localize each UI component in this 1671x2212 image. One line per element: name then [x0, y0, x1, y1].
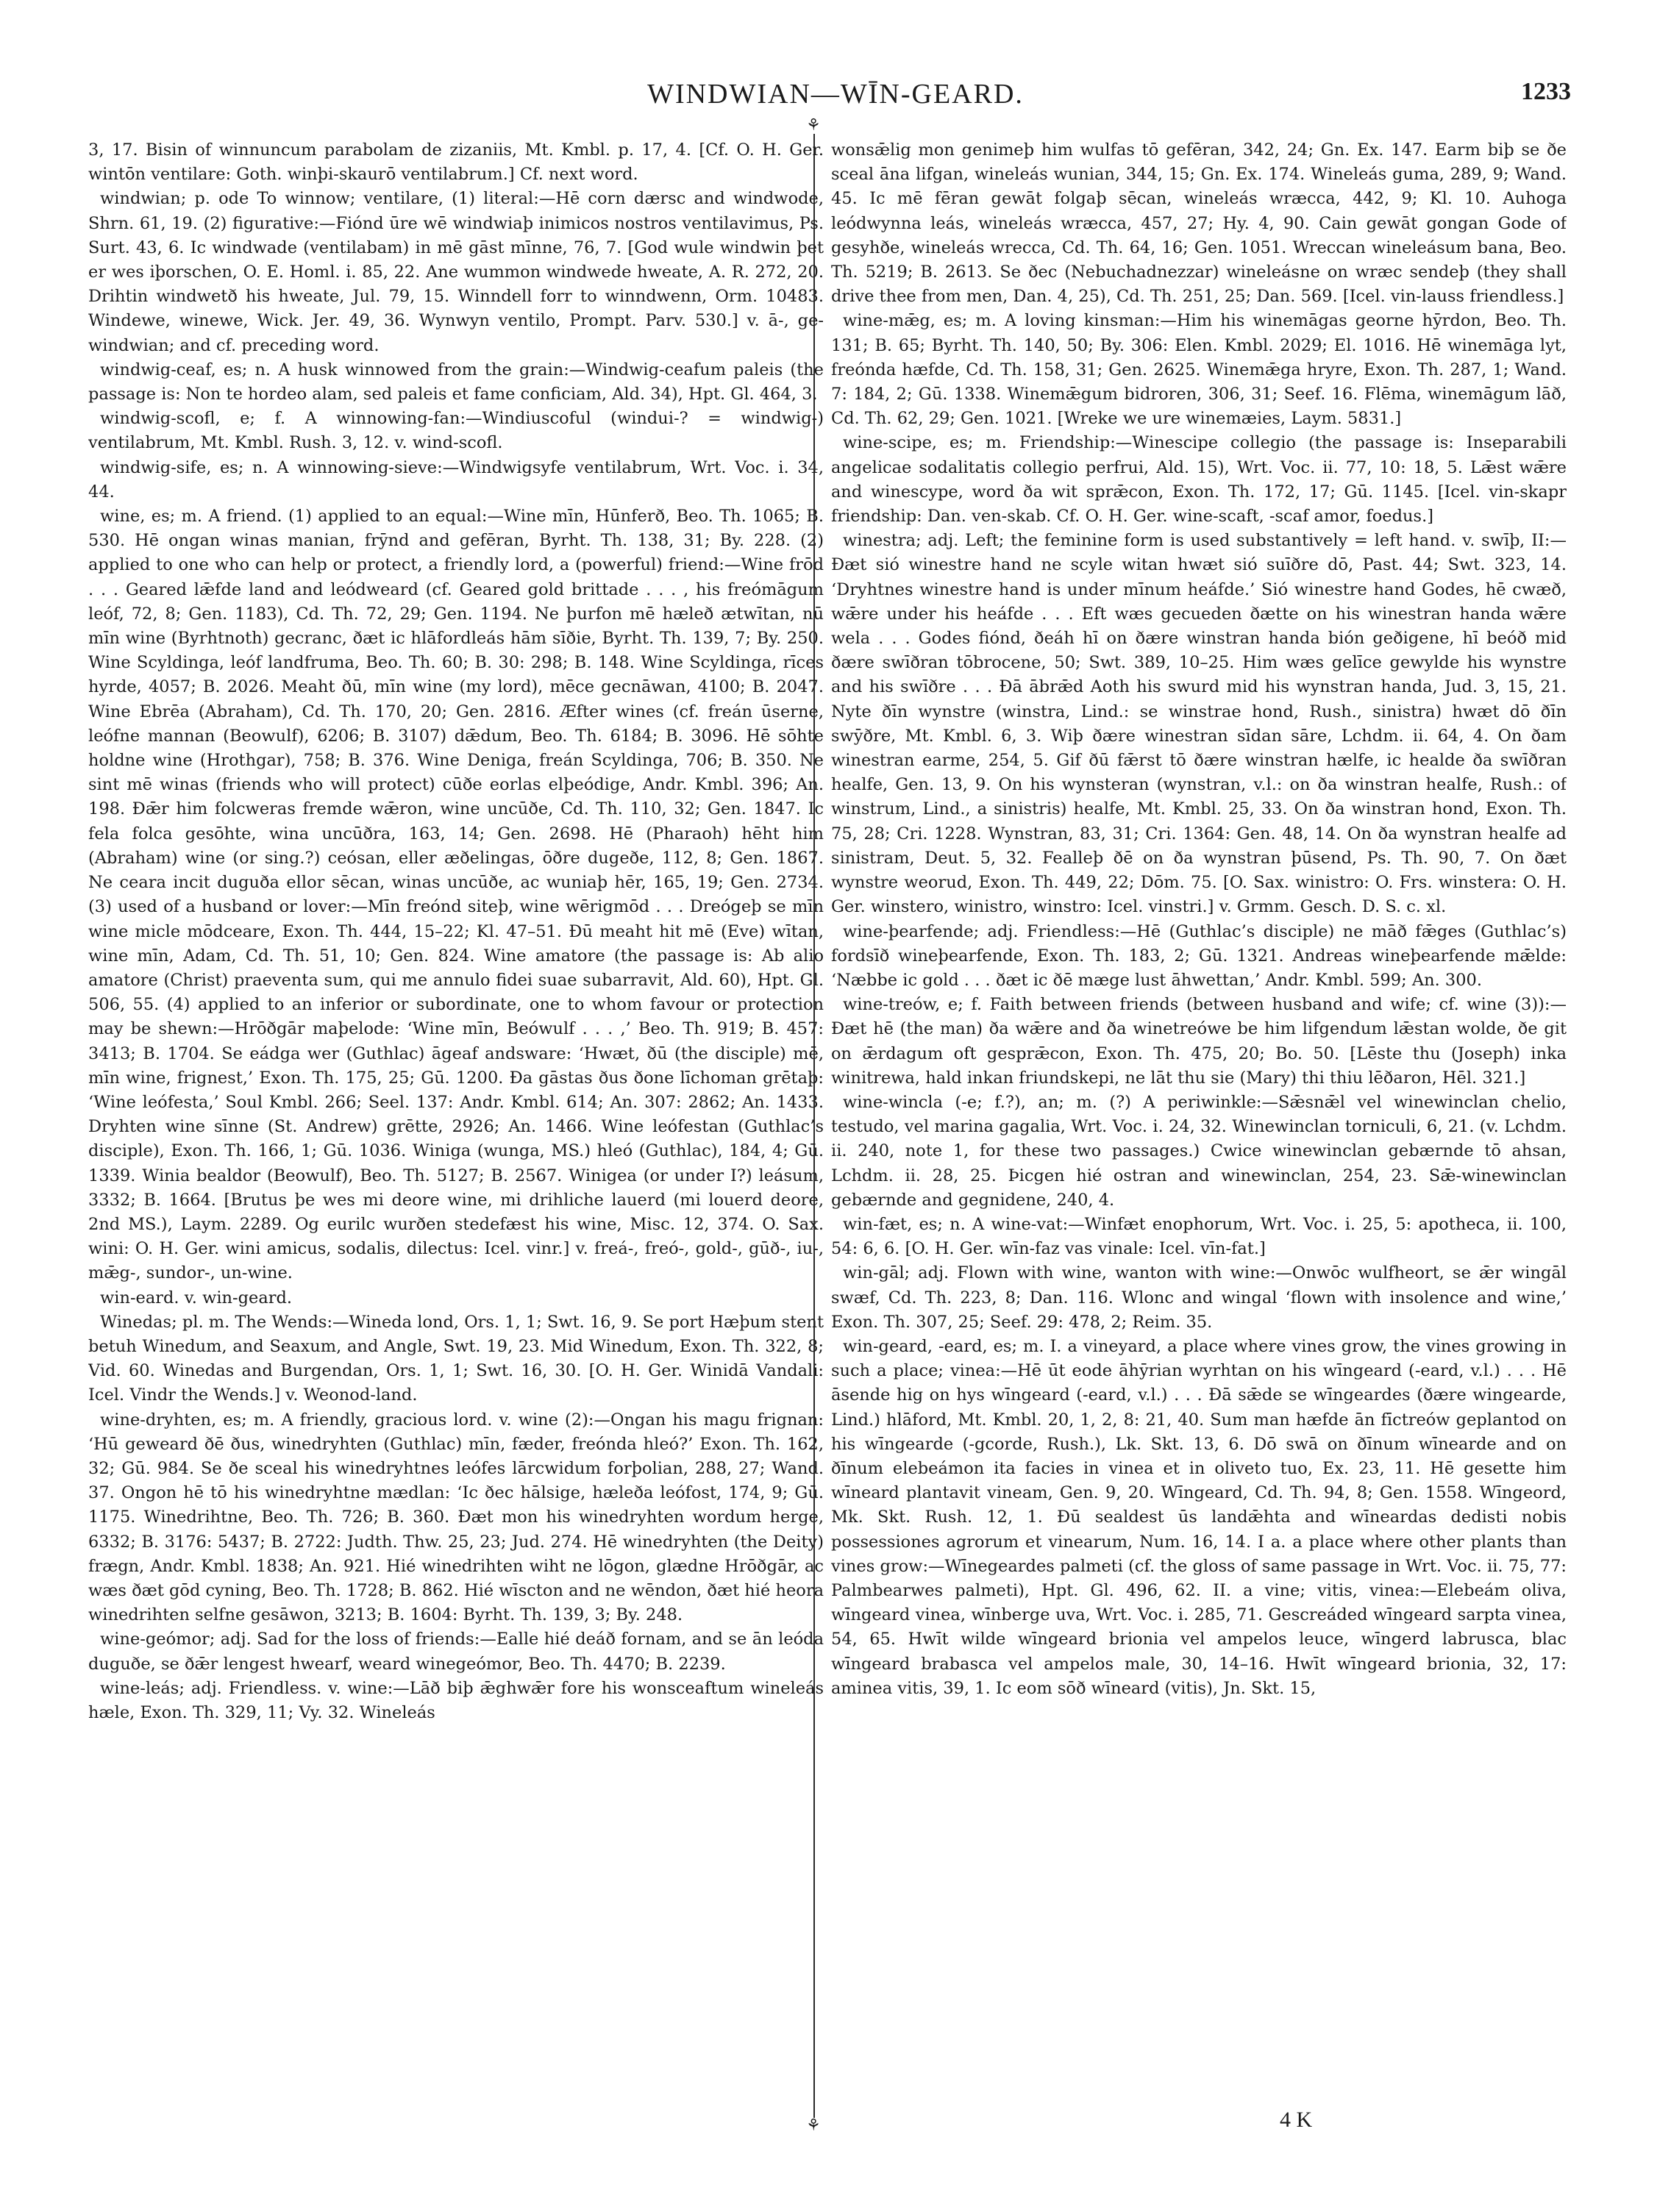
divider-ornament-bottom-icon: ⚘ [806, 2116, 821, 2135]
divider-ornament-top-icon: ⚘ [806, 116, 821, 135]
right-column [831, 138, 1567, 2094]
entry-wine-wincla: wine-wincla (-e; f.?), an; m. (?) A periwinkle:—Sǣsnǣl vel winewinclan chelio, testudo, vel marina gagalia, Wrt. Voc. i. 24, 32. Winewinclan torniculi, 6, 21. (v. Lchdm. ii. 240, note 1, for these two passages.) Cwice winewinclan gebærnde tō ahsan, Lchdm. ii. 28, 25. Þicgen hié ostran and winewinclan, 254, 23. Sǣ-winewinclan gebærnde and gegnidene, 240, 4. [831, 1092, 1567, 1210]
entry-wine-scipe: wine-scipe, es; m. Friendship:—Winescipe collegio (the passage is: Inseparabili angelicae sodalitatis collegio perfrui, Ald. 15), Wrt. Voc. ii. 77, 10: 18, 5. Lǣst wǣre and winescype, word ða wit sprǣcon, Exon. Th. 172, 17; Gū. 1145. [Icel. vin-skapr friendship: Dan. ven-skab. Cf. O. H. Ger. wine-scaft, -scaf amor, foedus.] [831, 433, 1567, 527]
entry-wine-thearfende: wine-þearfende; adj. Friendless:—Hē (Guthlac’s disciple) ne māð fǣges (Guthlac’s) fordsīð wineþearfende, Exon. Th. 183, 2; Gū. 1321. Andreas wineþearfende mǣlde: ‘Næbbe ic gold . . . ðæt ic ðē mæge lust āhwettan,’ Andr. Kmbl. 599; An. 300. [831, 921, 1567, 990]
entry-windwig-ceaf: windwig-ceaf, es; n. A husk winnowed from the grain:—Windwig-ceafum paleis (the passage is: Non te hordeo alam, sed paleis et fame conficiam, Ald. 34), Hpt. Gl. 464, 3. [88, 360, 824, 404]
left-column [88, 138, 824, 2094]
entry-win-faet: win-fæt, es; n. A wine-vat:—Winfæt enophorum, Wrt. Voc. i. 25, 5: apotheca, ii. 100, 54: 6, 6. [O. H. Ger. wīn-faz vas vinale: Icel. vīn-fat.] [831, 1214, 1567, 1259]
entry-wine: wine, es; m. A friend. (1) applied to an equal:—Wine mīn, Hūnferð, Beo. Th. 1065; B. 530. Hē ongan winas manian, frȳnd and gefēran, Byrht. Th. 138, 31; By. 228. (2) applied to one who can help or protect, a friendly lord, a (powerful) friend:—Wine frōd . . . Geared lǣfde land and leódweard (cf. Geared gold brittade . . . , his freómāgum leóf, 72, 8; Gen. 1183), Cd. Th. 72, 29; Gen. 1194. Ne þurfon mē hæleð ætwītan, nū mīn wine (Byrhtnoth) gecranc, ðæt ic hlāfordleás hām sīðie, Byrht. Th. 139, 7; By. 250. Wine Scyldinga, leóf landfruma, Beo. Th. 60; B. 30: 298; B. 148. Wine Scyldinga, rīces hyrde, 4057; B. 2026. Meaht ðū, mīn wine (my lord), mēce gecnāwan, 4100; B. 2047. Wine Ebrēa (Abraham), Cd. Th. 170, 20; Gen. 2816. Æfter wines (cf. freán ūserne, leófne mannan (Beowulf), 6206; B. 3107) dǣdum, Beo. Th. 6184; B. 3096. Hē sōhte holdne wine (Hrothgar), 758; B. 376. Wine Deniga, freán Scyldinga, 706; B. 350. Ne sint mē winas (friends who will protect) cūðe eorlas elþeódige, Andr. Kmbl. 396; An. 198. Ðǣr him folcweras fremde wǣron, wine uncūðe, Cd. Th. 110, 32; Gen. 1847. Ic fela folca gesōhte, wina uncūðra, 163, 14; Gen. 2698. Hē (Pharaoh) hēht him (Abraham) wine (or sing.?) ceósan, eller æðelingas, ōðre dugeðe, 112, 8; Gen. 1867. Ne ceara incit duguða ellor sēcan, winas uncūðe, ac wuniaþ hēr, 165, 19; Gen. 2734. (3) used of a husband or lover:—Mīn freónd siteþ, wine wērigmōd . . . Dreógeþ se mīn wine micle mōdceare, Exon. Th. 444, 15–22; Kl. 47–51. Ðū meaht hit mē (Eve) wītan, wine mīn, Adam, Cd. Th. 51, 10; Gen. 824. Wine amatore (the passage is: Ab alio amatore (Christ) praeventa sum, qui me annulo fidei suae subarravit, Ald. 60), Hpt. Gl. 506, 55. (4) applied to an inferior or subordinate, one to whom favour or protection may be shewn:—Hrōðgār maþelode: ‘Wine mīn, Beówulf . . . ,’ Beo. Th. 919; B. 457: 3413; B. 1704. Se eádga wer (Guthlac) āgeaf andsware: ‘Hwæt, ðū (the disciple) mē, mīn wine, frignest,’ Exon. Th. 175, 25; Gū. 1200. Ða gāstas ðus ðone līchoman grētaþ: ‘Wine leófesta,’ Soul Kmbl. 266; Seel. 137: Andr. Kmbl. 614; An. 307: 2862; An. 1433. Dryhten wine sīnne (St. Andrew) grētte, 2926; An. 1466. Wine leófestan (Guthlac’s disciple), Exon. Th. 166, 1; Gū. 1036. Winiga (wunga, MS.) hleó (Guthlac), 184, 4; Gū. 1339. Winia bealdor (Beowulf), Beo. Th. 5127; B. 2567. Winigea (or under I?) leásum, 3332; B. 1664. [Brutus þe wes mi deore wine, mi drihliche lauerd (mi louerd deore, 2nd MS.), Laym. 2289. Og eurilc wurðen stedefæst his wine, Misc. 12, 374. O. Sax. wini: O. H. Ger. wini amicus, sodalis, dilectus: Icel. vinr.] v. freá-, freó-, gold-, gūð-, iu-, mǣg-, sundor-, un-wine. [88, 507, 824, 1283]
entry-continuation: wonsǣlig mon genimeþ him wulfas tō gefēran, 342, 24; Gn. Ex. 147. Earm biþ se ðe sceal āna lifgan, wineleás wunian, 344, 15; Gn. Ex. 174. Wineleás guma, 289, 9; Wand. 45. Ic mē fēran gewāt folgaþ sēcan, wineleás wræcca, 442, 9; Kl. 10. Auhoga leódwynna leás, wineleás wræcca, 457, 27; Hy. 4, 90. Cain gewāt gongan Gode of gesyhðe, wineleás wrecca, Cd. Th. 64, 16; Gen. 1051. Wreccan wineleásum bana, Beo. Th. 5219; B. 2613. Se ðec (Nebuchadnezzar) wineleásne on wræc sendeþ (they shall drive thee from men, Dan. 4, 25), Cd. Th. 251, 25; Dan. 569. [Icel. vin-lauss friendless.] [831, 140, 1567, 307]
entry-windwian: windwian; p. ode To winnow; ventilare, (1) literal:—Hē corn dærsc and windwode, Shrn. 61, 19. (2) figurative:—Fiónd ūre wē windwiaþ inimicos nostros ventilavimus, Ps. Surt. 43, 6. Ic windwade (ventilabam) in mē gāst mīnne, 76, 7. [God wule windwin þet er wes iþorschen, O. E. Homl. i. 85, 22. Ane wummon windwede hweate, A. R. 272, 20. Drihtin windwetð his hweate, Jul. 79, 15. Winndell forr to winndwenn, Orm. 10483. Windewe, winewe, Wick. Jer. 49, 36. Wynwyn ventilo, Prompt. Parv. 530.] v. ā-, ge-windwian; and cf. preceding word. [88, 189, 824, 355]
signature-mark: 4 K [1280, 2108, 1313, 2132]
entry-wine-geomor: wine-geómor; adj. Sad for the loss of friends:—Ealle hié deáð fornam, and se ān leóda duguðe, se ðǣr lengest hwearf, weard winegeómor, Beo. Th. 4470; B. 2239. [88, 1630, 824, 1674]
entry-wine-treow: wine-treów, e; f. Faith between friends (between husband and wife; cf. wine (3)):—Ðæt hē (the man) ða wǣre and ða winetreówe be him lifgendum lǣstan wolde, ðe git on ǣrdagum oft gesprǣcon, Exon. Th. 475, 20; Bo. 50. [Lēste thu (Joseph) inka winitrewa, hald inkan friundskepi, ne lāt thu sie (Mary) thi thiu lēðaron, Hēl. 321.] [831, 995, 1567, 1088]
entry-win-geard: win-geard, -eard, es; m. I. a vineyard, a place where vines grow, the vines growing in such a place; vinea:—Hē ūt eode āhȳrian wyrhtan on his wīngeard (-eard, v.l.) . . . Hē āsende hig on hys wīngeard (-eard, v.l.) . . . Ðā sǣde se wīngeardes (ðære wingearde, Lind.) hlāford, Mt. Kmbl. 20, 1, 2, 8: 21, 40. Sum man hæfde ān fīctreów geplantod on his wīngearde (-gcorde, Rush.), Lk. Skt. 13, 6. Dō swā on ðīnum wīnearde and on ðīnum elebeámon ita facies in vinea et in oliveto tuo, Ex. 23, 11. Hē gesette him wīneard plantavit vineam, Gen. 9, 20. Wīngeard, Cd. Th. 94, 8; Gen. 1558. Wīngeord, Mk. Skt. Rush. 12, 1. Ðū sealdest ūs landǣhta and wīneardas dedisti nobis possessiones agrorum et vinearum, Num. 16, 14. I a. a place where other plants than vines grow:—Wīnegeardes palmeti (cf. the gloss of same passage in Wrt. Voc. ii. 75, 77: Palmbearwes palmeti), Hpt. Gl. 496, 62. II. a vine; vitis, vinea:—Elebeám oliva, wīngeard vinea, wīnberge uva, Wrt. Voc. i. 285, 71. Gescreáded wīngeard sarpta vinea, 54, 65. Hwīt wilde wīngeard brionia vel ampelos leuce, wīngerd labrusca, blac wīngeard brabasca vel ampelos male, 30, 14–16. Hwīt wīngeard brionia, 32, 17: aminea vitis, 39, 1. Ic eom sōð wīneard (vitis), Jn. Skt. 15, [831, 1336, 1567, 1698]
page-header [0, 74, 1671, 118]
entry-continuation: 3, 17. Bisin of winnuncum parabolam de zizaniis, Mt. Kmbl. p. 17, 4. [Cf. O. H. Ger. wintōn ventilare: Goth. winþi-skaurō ventilabrum.] Cf. next word. [88, 140, 824, 185]
running-head: WINDWIAN—WĪN-GEARD. [647, 79, 1024, 110]
entry-winestra: winestra; adj. Left; the feminine form is used substantively = left hand. v. swīþ, II:—Ðæt sió winestre hand ne scyle witan hwæt sió suīðre dō, Past. 44; Swt. 323, 14. ‘Dryhtnes winestre hand is under mīnum heáfde.’ Sió winestre hand Godes, hē cwæð, wǣre under his heáfde . . . Eft wæs gecueden ðætte on his winestran handa wǣre wela . . . Godes fiónd, ðeáh hī on ðære winstran handa bión geðigene, hī beóð mid ðære swīðran tōbrocene, 50; Swt. 389, 10–25. Him wæs gelīce gewylde his wynstre and his swīðre . . . Ðā ābrǣd Aoth his swurd mid his wynstran handa, Jud. 3, 15, 21. Nyte ðīn wynstre (winstra, Lind.: se winstrae hond, Rush., sinistra) hwæt dō ðīn swȳðre, Mt. Kmbl. 6, 3. Wiþ ðære winestran sīdan sāre, Lchdm. ii. 64, 4. On ðam winestran earme, 254, 5. Gif ðū fǣrst tō ðære winstran hælfe, ic healde ða swīðran healfe, Gen. 13, 9. On his wynsteran (wynstran, v.l.: on ða winstran healfe, Rush.: of winstrum, Lind., a sinistris) healfe, Mt. Kmbl. 25, 33. On ða winstran hond, Exon. Th. 75, 28; Cri. 1228. Wynstran, 83, 31; Cri. 1364: Gen. 48, 14. On ða wynstran healfe ad sinistram, Deut. 5, 32. Fealleþ ðē on ða wynstran þūsend, Ps. Th. 90, 7. On ðæt wynstre weorud, Exon. Th. 449, 22; Dōm. 75. [O. Sax. winistro: O. Frs. winstera: O. H. Ger. winstero, winistro, winstro: Icel. vinstri.] v. Grmm. Gesch. D. S. c. xl. [831, 531, 1567, 917]
entry-win-eard: win-eard. v. win-geard. [100, 1288, 293, 1307]
entry-winedas: Winedas; pl. m. The Wends:—Wineda lond, Ors. 1, 1; Swt. 16, 9. Se port Hæþum stent betuh Winedum, and Seaxum, and Angle, Swt. 19, 23. Mid Winedum, Exon. Th. 322, 8; Vid. 60. Winedas and Burgendan, Ors. 1, 1; Swt. 16, 30. [O. H. Ger. Winidā Vandali: Icel. Vindr the Wends.] v. Weonod-land. [88, 1312, 824, 1405]
entry-wine-leas: wine-leás; adj. Friendless. v. wine:—Lāð biþ ǣghwǣr fore his wonsceaftum wineleás hæle, Exon. Th. 329, 11; Vy. 32. Wineleás [88, 1678, 824, 1722]
entry-windwig-sife: windwig-sife, es; n. A winnowing-sieve:—Windwigsyfe ventilabrum, Wrt. Voc. i. 34, 44. [88, 457, 824, 502]
entry-windwig-scofl: windwig-scofl, e; f. A winnowing-fan:—Windiuscoful (windui-? = windwig-) ventilabrum, Mt. Kmbl. Rush. 3, 12. v. wind-scofl. [88, 409, 824, 453]
entry-win-gal: win-gāl; adj. Flown with wine, wanton with wine:—Onwōc wulfheort, se ǣr wingāl swæf, Cd. Th. 223, 8; Dan. 116. Wlonc and wingal ‘flown with insolence and wine,’ Exon. Th. 307, 25; Seef. 29: 478, 2; Reim. 35. [831, 1263, 1567, 1332]
page-number: 1233 [1521, 78, 1571, 105]
entry-wine-dryhten: wine-dryhten, es; m. A friendly, gracious lord. v. wine (2):—Ongan his magu frignan: ‘Hū geweard ðē ðus, winedryhten (Guthlac) mīn, fæder, freónda hleó?’ Exon. Th. 162, 32; Gū. 984. Se ðe sceal his winedryhtnes leófes lārcwidum forþolian, 288, 27; Wand. 37. Ongon hē tō his winedryhtne mædlan: ‘Ic ðec hālsige, hæleða leófost, 174, 9; Gū. 1175. Winedrihtne, Beo. Th. 726; B. 360. Ðæt mon his winedryhten wordum herge, 6332; B. 3176: 5437; B. 2722: Judth. Thw. 25, 23; Jud. 274. Hē winedryhten (the Deity) frægn, Andr. Kmbl. 1838; An. 921. Hié winedrihten wiht ne lōgon, glædne Hrōðgār, ac wæs ðæt gōd cyning, Beo. Th. 1728; B. 862. Hié wīscton and ne wēndon, ðæt hié heora winedrihten selfne gesāwon, 3213; B. 1604: Byrht. Th. 139, 3; By. 248. [88, 1410, 824, 1625]
entry-wine-maeg: wine-mǣg, es; m. A loving kinsman:—Him his winemāgas georne hȳrdon, Beo. Th. 131; B. 65; Byrht. Th. 140, 50; By. 306: Elen. Kmbl. 2029; El. 1016. Hē winemāga lyt, freónda hæfde, Cd. Th. 158, 31; Gen. 2625. Winemǣga hryre, Exon. Th. 287, 1; Wand. 7: 184, 2; Gū. 1338. Winemǣgum bidroren, 306, 31; Seef. 16. Flēma, winemāgum lāð, Cd. Th. 62, 29; Gen. 1021. [Wreke we ure winemæies, Laym. 5831.] [831, 311, 1567, 429]
